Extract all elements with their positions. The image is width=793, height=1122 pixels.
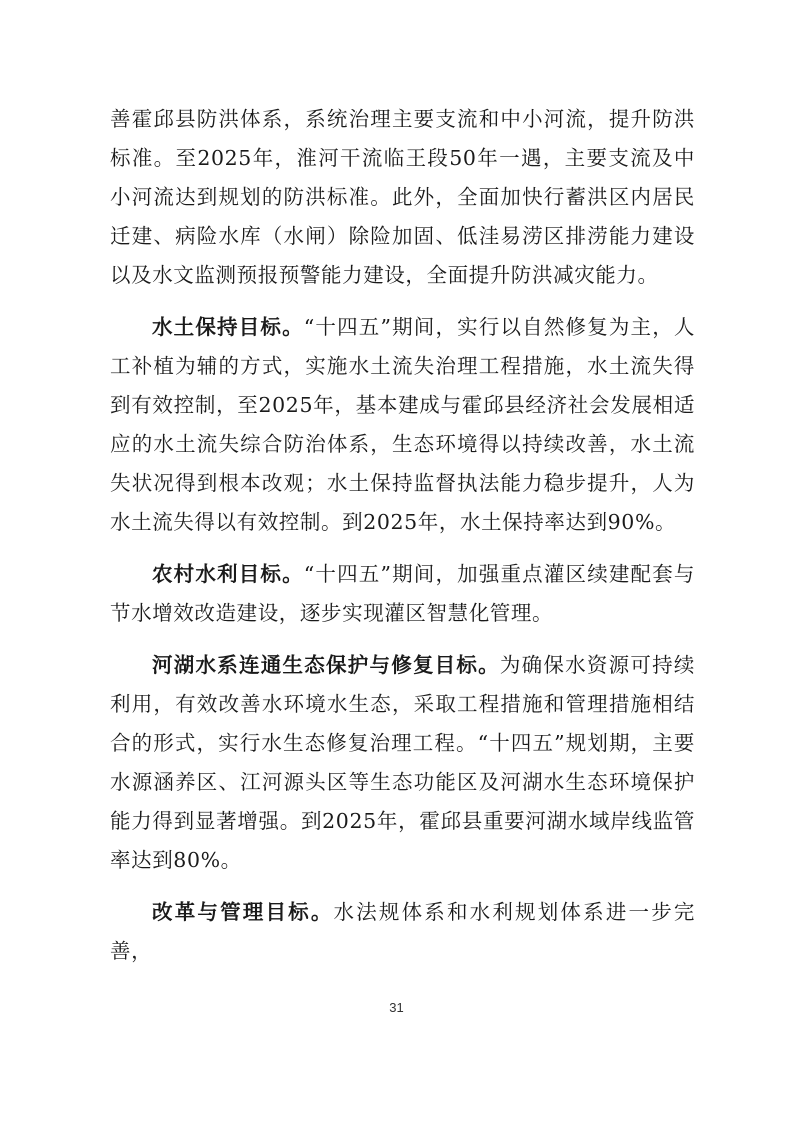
paragraph-text: 为确保水资源可持续利用，有效改善水环境水生态，采取工程措施和管理措施相结合的形式，实行水生态修复治理工程。“十四五”规划期，主要水源涵养区、江河源头区等生态功能区及河湖水生态环境保护能力得到显著增强。到2025年，霍邱县重要河湖水域岸线监管率达到80%。: [110, 653, 695, 872]
paragraph-reform-management: [110, 893, 695, 971]
paragraph-heading: 农村水利目标。: [152, 562, 304, 586]
paragraph-text: “十四五”期间，加强重点灌区续建配套与节水增效改造建设，逐步实现灌区智慧化管理。: [110, 562, 696, 625]
paragraph-text: “十四五”期间，实行以自然修复为主，人工补植为辅的方式，实施水土流失治理工程措施，水土流失得到有效控制，至2025年，基本建成与霍邱县经济社会发展相适应的水土流失综合防治体系，生态环境得以持续改善，水土流失状况得到根本改观；水土保持监督执法能力稳步提升，人为水土流失得以有效控制。到2025年，水土保持率达到90%。: [110, 315, 696, 534]
paragraph-text: 水法规体系和水利规划体系进一步完善，: [110, 900, 695, 963]
paragraph-river-lake-ecology: [110, 646, 695, 880]
document-body: [110, 100, 695, 984]
paragraph-rural-water: [110, 555, 695, 633]
page-number: 31: [389, 1000, 404, 1015]
paragraph-flood-control: [110, 100, 695, 295]
paragraph-heading: 水土保持目标。: [152, 315, 304, 339]
paragraph-heading: 河湖水系连通生态保护与修复目标。: [152, 653, 500, 677]
paragraph-heading: 改革与管理目标。: [152, 900, 334, 924]
paragraph-soil-conservation: [110, 308, 695, 542]
paragraph-text: 善霍邱县防洪体系，系统治理主要支流和中小河流，提升防洪标准。至2025年，淮河干流临王段50年一遇，主要支流及中小河流达到规划的防洪标准。此外，全面加快行蓄洪区内居民迁建、病险水库（水闸）除险加固、低洼易涝区排涝能力建设以及水文监测预报预警能力建设，全面提升防洪减灾能力。: [110, 107, 695, 287]
